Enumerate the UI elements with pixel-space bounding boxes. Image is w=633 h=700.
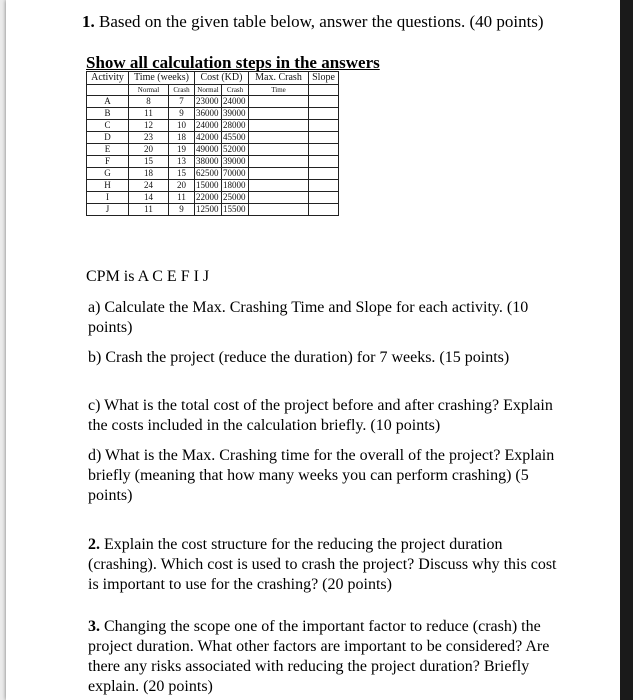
- table-cell: 39000: [222, 108, 249, 120]
- table-cell: B: [87, 108, 129, 120]
- table-cell: 49000: [195, 144, 222, 156]
- table-cell: F: [87, 156, 129, 168]
- question-3-number: 3.: [88, 618, 100, 635]
- table-cell: [249, 156, 309, 168]
- table-row: [87, 96, 339, 108]
- question-1-text: Based on the given table below, answer the questions. (40 points): [99, 12, 544, 31]
- question-1-prompt: [82, 12, 552, 32]
- table-cell: J: [87, 204, 129, 216]
- table-cell: 12: [129, 120, 169, 132]
- table-cell: 15: [129, 156, 169, 168]
- table-subheader-row: [87, 85, 339, 96]
- table-cell: 62500: [195, 168, 222, 180]
- table-row: [87, 108, 339, 120]
- question-2-number: 2.: [88, 536, 100, 553]
- table-cell: 10: [169, 120, 195, 132]
- table-cell: I: [87, 192, 129, 204]
- table-cell: 38000: [195, 156, 222, 168]
- table-cell: 15: [169, 168, 195, 180]
- question-2-text: Explain the cost structure for the reducing the project duration (crashing). Which cost is used to crash the project? Discuss why this cost is important to use for the crashing? (20 points): [88, 536, 557, 593]
- header-cost: Cost (KD): [195, 72, 249, 85]
- table-cell: 18: [169, 132, 195, 144]
- table-cell: [249, 144, 309, 156]
- header-max-crash: Max. Crash: [249, 72, 309, 85]
- header-activity: Activity: [87, 72, 129, 85]
- table-cell: [249, 96, 309, 108]
- table-cell: 36000: [195, 108, 222, 120]
- table-cell: [309, 96, 339, 108]
- subheader-cell: [309, 85, 339, 96]
- table-cell: E: [87, 144, 129, 156]
- table-cell: 11: [129, 108, 169, 120]
- part-d: d) What is the Max. Crashing time for the overall of the project? Explain briefly (meaning that how many weeks you can perform crashing) (5 points): [88, 447, 555, 504]
- question-2-prompt: [88, 535, 558, 595]
- table-header-row: [87, 72, 339, 85]
- table-cell: 19: [169, 144, 195, 156]
- table-row: [87, 168, 339, 180]
- table-row: [87, 156, 339, 168]
- table-cell: 8: [129, 96, 169, 108]
- table-cell: 23: [129, 132, 169, 144]
- part-c: c) What is the total cost of the project before and after crashing? Explain the costs included in the calculation briefly. (10 points): [88, 397, 553, 434]
- table-cell: 13: [169, 156, 195, 168]
- table-cell: [249, 132, 309, 144]
- table-cell: [249, 204, 309, 216]
- table-cell: 18000: [222, 180, 249, 192]
- table-cell: [249, 180, 309, 192]
- table-cell: C: [87, 120, 129, 132]
- header-time: Time (weeks): [129, 72, 195, 85]
- table-cell: 70000: [222, 168, 249, 180]
- activity-table: [86, 71, 339, 216]
- subheader-cell: Normal: [195, 85, 222, 96]
- table-cell: 28000: [222, 120, 249, 132]
- table-cell: 24000: [195, 120, 222, 132]
- table-cell: 11: [129, 204, 169, 216]
- right-edge-bar: [620, 0, 633, 700]
- header-slope: Slope: [309, 72, 339, 85]
- table-cell: A: [87, 96, 129, 108]
- table-cell: [309, 132, 339, 144]
- table-cell: 20: [169, 180, 195, 192]
- table-cell: 9: [169, 204, 195, 216]
- table-row: [87, 204, 339, 216]
- table-cell: [309, 156, 339, 168]
- table-cell: 20: [129, 144, 169, 156]
- table-cell: 39000: [222, 156, 249, 168]
- table-cell: [309, 120, 339, 132]
- table-cell: 42000: [195, 132, 222, 144]
- subheader-cell: Crash: [169, 85, 195, 96]
- table-cell: [309, 144, 339, 156]
- table-cell: [249, 108, 309, 120]
- table-cell: 22000: [195, 192, 222, 204]
- subheader-cell: Normal: [129, 85, 169, 96]
- subheader-cell: Crash: [222, 85, 249, 96]
- table-cell: G: [87, 168, 129, 180]
- table-cell: [309, 192, 339, 204]
- table-body: [87, 96, 339, 216]
- steps-heading: Show all calculation steps in the answers: [86, 53, 380, 72]
- table-cell: 24000: [222, 96, 249, 108]
- table-cell: [309, 204, 339, 216]
- cpm-statement: CPM is A C E F I J: [86, 268, 210, 285]
- question-1-number: 1.: [82, 12, 95, 31]
- table-cell: 52000: [222, 144, 249, 156]
- table-cell: [309, 180, 339, 192]
- part-b: b) Crash the project (reduce the duration) for 7 weeks. (15 points): [88, 349, 510, 366]
- table-cell: 24: [129, 180, 169, 192]
- table-cell: [309, 108, 339, 120]
- table-cell: [309, 168, 339, 180]
- table-cell: 15000: [195, 180, 222, 192]
- table-cell: 7: [169, 96, 195, 108]
- table-row: [87, 192, 339, 204]
- table-cell: [249, 192, 309, 204]
- table-row: [87, 120, 339, 132]
- table-cell: 25000: [222, 192, 249, 204]
- table-cell: 11: [169, 192, 195, 204]
- subheader-cell: [87, 85, 129, 96]
- table-row: [87, 144, 339, 156]
- table-cell: [249, 168, 309, 180]
- table-cell: 9: [169, 108, 195, 120]
- table-cell: 23000: [195, 96, 222, 108]
- table-cell: 14: [129, 192, 169, 204]
- subheader-cell: Time: [249, 85, 309, 96]
- table-row: [87, 180, 339, 192]
- table-cell: H: [87, 180, 129, 192]
- table-cell: 18: [129, 168, 169, 180]
- table-cell: 12500: [195, 204, 222, 216]
- question-3-text: Changing the scope one of the important factor to reduce (crash) the project duration. What other factors are important to be considered? Are there any risks associated with reducing the project duration? Briefly explain. (20 points): [88, 618, 550, 695]
- table-cell: 45500: [222, 132, 249, 144]
- table-cell: [249, 120, 309, 132]
- table-cell: D: [87, 132, 129, 144]
- table-cell: 15500: [222, 204, 249, 216]
- question-3-prompt: [88, 617, 558, 697]
- part-a: a) Calculate the Max. Crashing Time and Slope for each activity. (10 points): [88, 299, 529, 336]
- table-row: [87, 132, 339, 144]
